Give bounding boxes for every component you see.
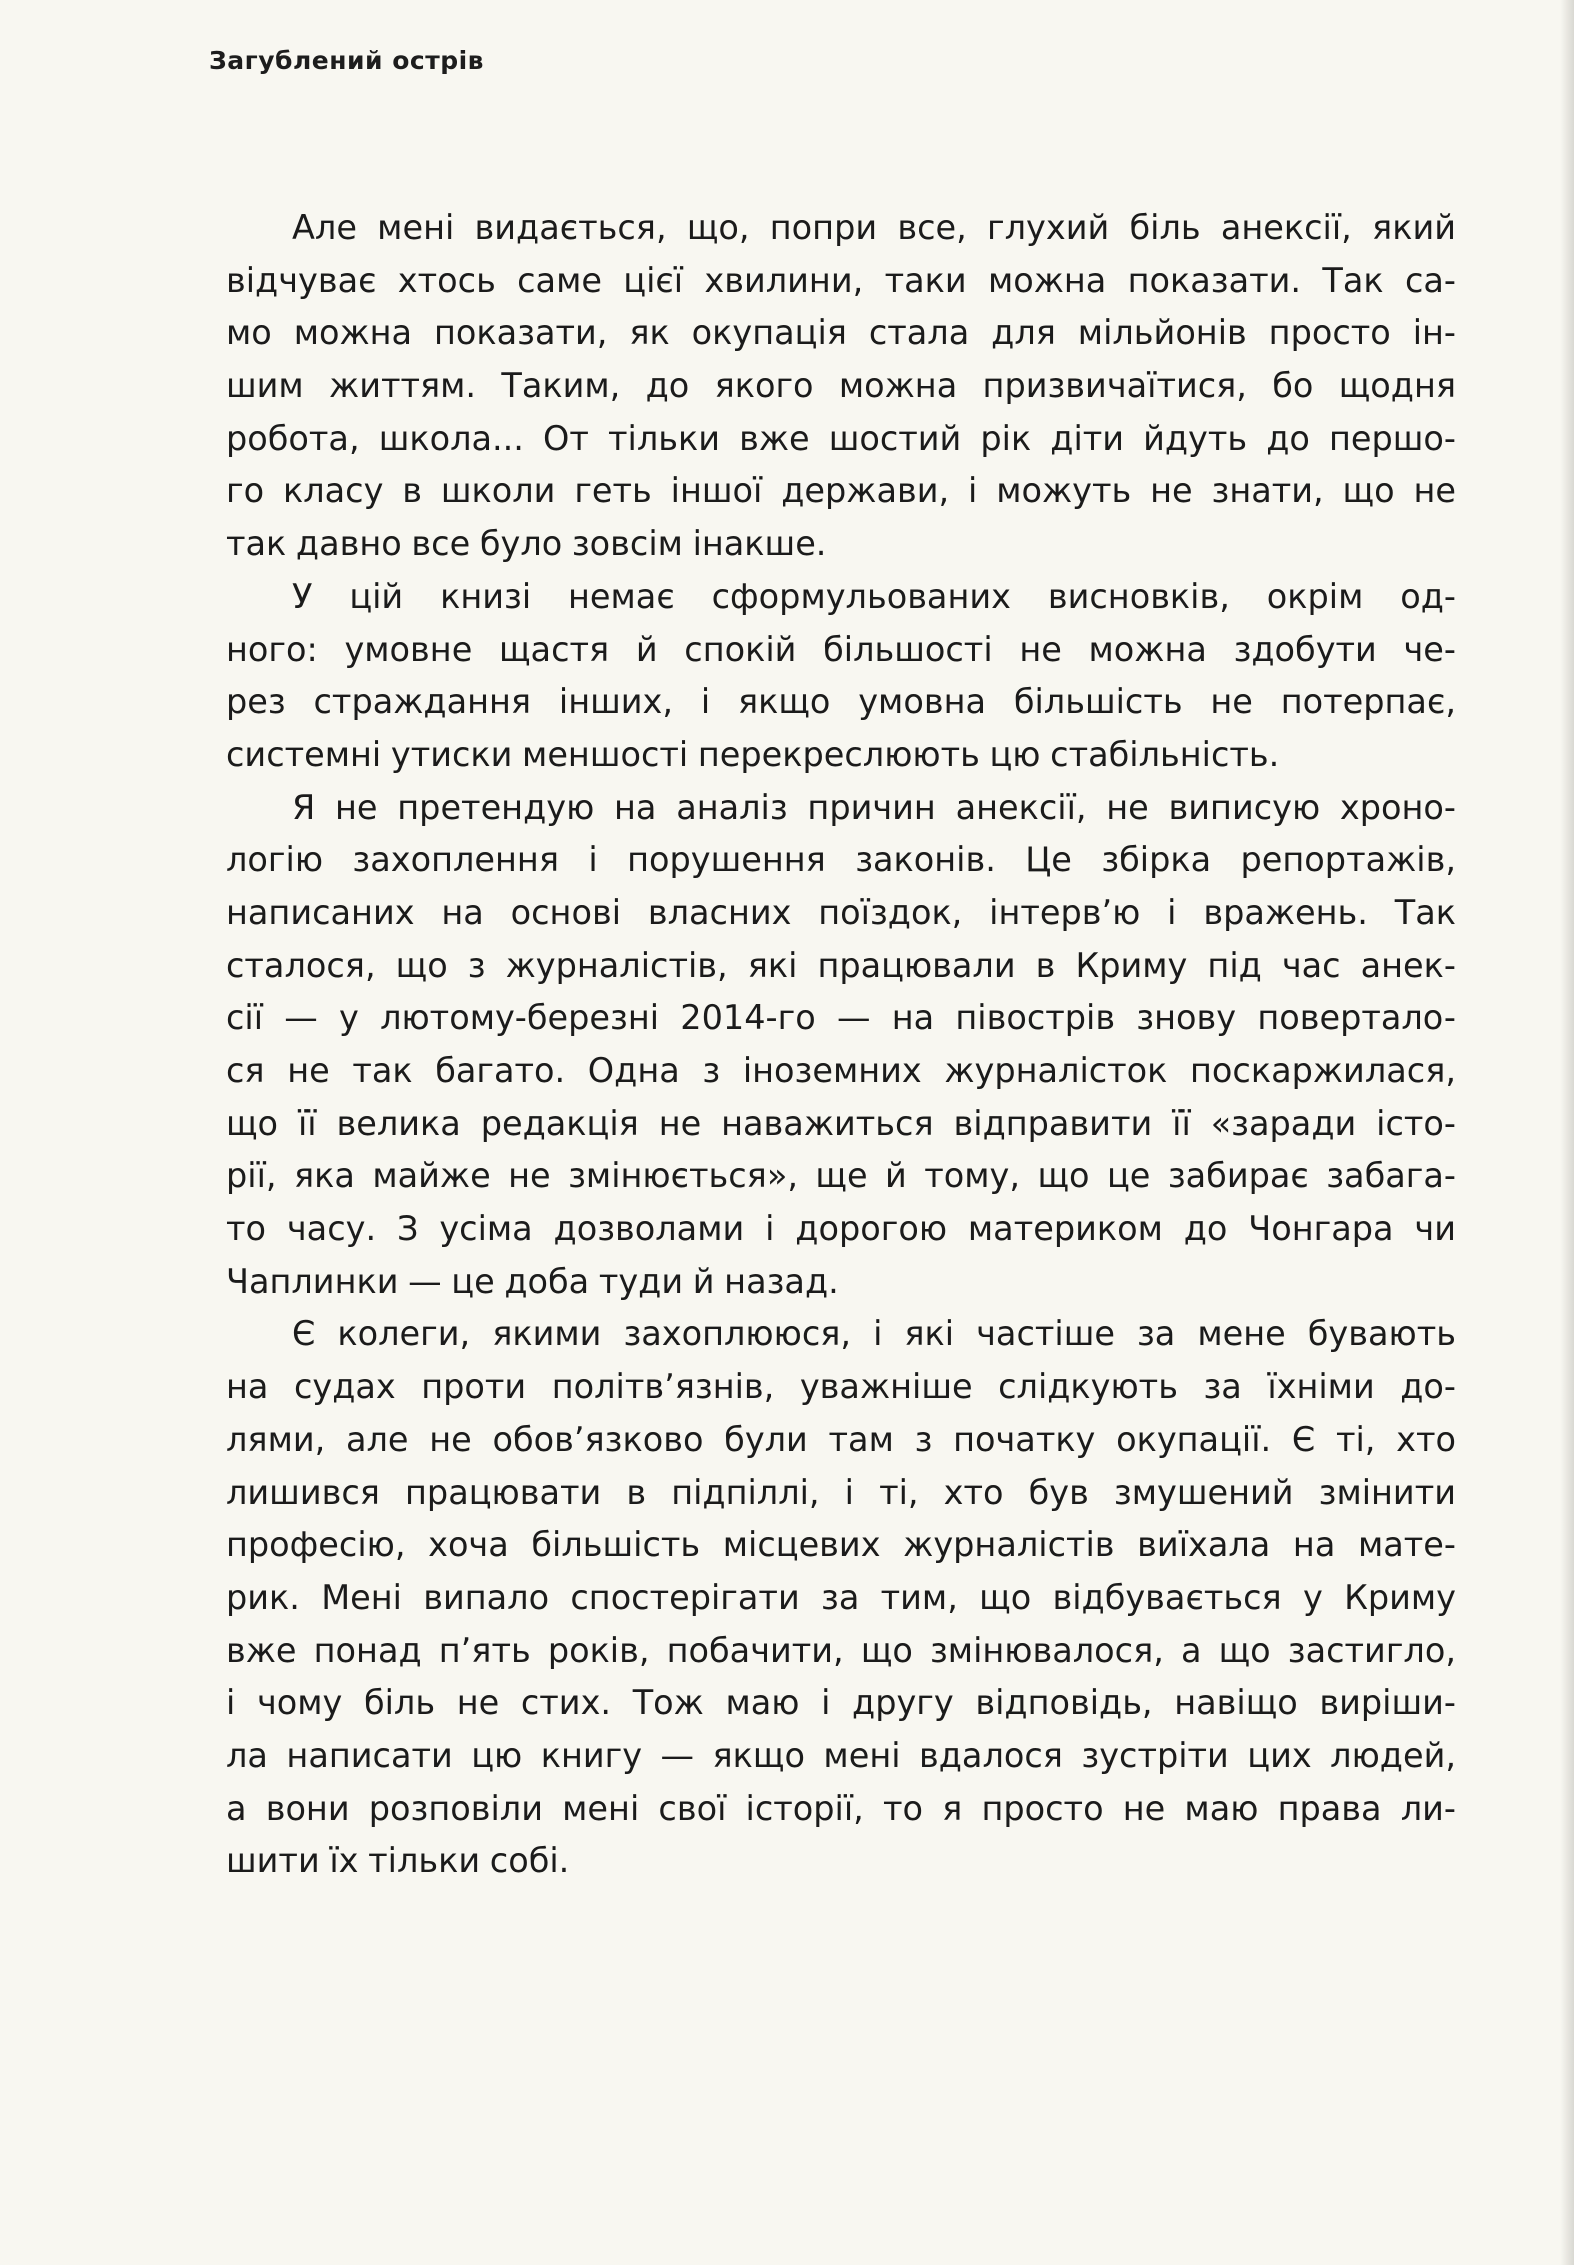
text-line: шим життям. Таким, до якого можна призвичаїтися, бо щодня (226, 366, 1456, 406)
text-line: Але мені видається, що, попри все, глухий біль анексії, який (292, 208, 1456, 247)
text-line: го класу в школи геть іншої держави, і можуть не знати, що не (226, 471, 1456, 511)
text-line: ного: умовне щастя й спокій більшості не можна здобути че- (226, 629, 1456, 669)
text-line: на судах проти політв’язнів, уважніше слідкують за їхніми до- (226, 1367, 1456, 1407)
text-line: так давно все було зовсім інакше. (226, 524, 827, 564)
text-line: рії, яка майже не змінюється», ще й тому, що це забирає забага- (226, 1156, 1456, 1196)
text-line: професію, хоча більшість місцевих журналістів виїхала на мате- (226, 1525, 1456, 1565)
text-line: логію захоплення і порушення законів. Це збірка репортажів, (226, 840, 1456, 880)
text-line: написаних на основі власних поїздок, інтерв’ю і вражень. Так (226, 892, 1456, 932)
text-line: шити їх тільки собі. (226, 1841, 570, 1881)
text-line: вже понад п’ять років, побачити, що змінювалося, а що застигло, (226, 1630, 1456, 1670)
paragraph-4 (226, 1308, 1456, 1888)
text-line: лишився працювати в підпіллі, і ті, хто був змушений змінити (226, 1472, 1456, 1512)
text-line: сталося, що з журналістів, які працювали в Криму під час анек- (226, 945, 1456, 985)
text-line: відчуває хтось саме цієї хвилини, таки можна показати. Так са- (226, 260, 1456, 300)
running-head: Загублений острів (209, 46, 484, 75)
text-line: мо можна показати, як окупація стала для мільйонів просто ін- (226, 313, 1456, 353)
paragraph-1 (226, 202, 1456, 571)
text-line: ла написати цю книгу — якщо мені вдалося зустріти цих людей, (226, 1735, 1456, 1775)
text-line: то часу. З усіма дозволами і дорогою материком до Чонгара чи (226, 1209, 1456, 1249)
text-line: лями, але не обов’язково були там з початку окупації. Є ті, хто (226, 1419, 1456, 1459)
text-line: рик. Мені випало спостерігати за тим, що відбувається у Криму (226, 1577, 1456, 1617)
text-line: Я не претендую на аналіз причин анексії, не виписую хроно- (292, 787, 1456, 827)
text-line: що її велика редакція не наважиться відправити її «заради істо- (226, 1103, 1456, 1143)
text-line: У цій книзі немає сформульованих висновків, окрім од- (292, 576, 1456, 616)
page-edge (1560, 0, 1574, 2265)
text-line: Є колеги, якими захоплююся, і які частіше за мене бувають (292, 1314, 1456, 1354)
text-line: Чаплинки — це доба туди й назад. (226, 1261, 839, 1301)
paragraph-3 (226, 782, 1456, 1309)
text-line: робота, школа... От тільки вже шостий рік діти йдуть до першо- (226, 418, 1456, 458)
text-line: системні утиски меншості перекреслюють цю стабільність. (226, 734, 1280, 774)
body-text (226, 202, 1456, 1888)
text-line: а вони розповіли мені свої історії, то я просто не маю права ли- (226, 1788, 1456, 1828)
text-line: рез страждання інших, і якщо умовна більшість не потерпає, (226, 682, 1456, 722)
text-line: сії — у лютому-березні 2014-го — на півострів знову поверталo- (226, 998, 1456, 1038)
text-line: і чому біль не стих. Тож маю і другу відповідь, навіщо виріши- (226, 1683, 1456, 1723)
text-line: ся не так багато. Одна з іноземних журналісток поскаржилася, (226, 1051, 1456, 1090)
paragraph-2 (226, 571, 1456, 782)
